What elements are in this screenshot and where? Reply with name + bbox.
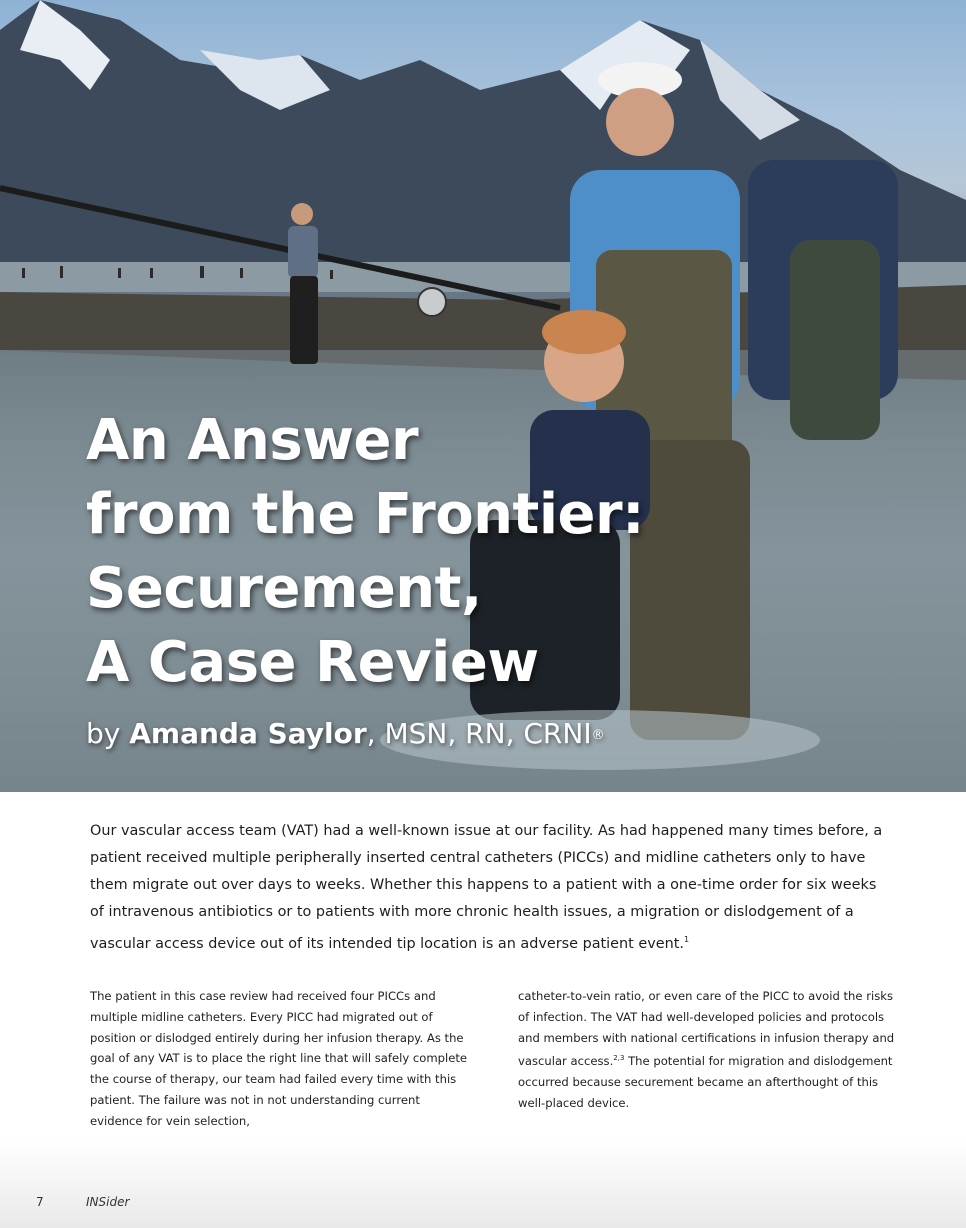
byline	[86, 716, 605, 752]
body-column-2	[518, 986, 898, 1114]
title-line-3: Securement,	[86, 556, 482, 621]
page-number: 7	[36, 1195, 44, 1209]
author-name: Amanda Saylor	[129, 717, 367, 750]
title-line-4: A Case Review	[86, 630, 539, 695]
byline-prefix: by	[86, 717, 121, 750]
registered-mark: ®	[591, 728, 605, 743]
col2-text-a: catheter-to-vein ratio, or even care of the PICC to avoid the risks of infection. The VAT had well-developed policies and protocols and members with national certifications in infusion therapy and vascular access.	[518, 989, 895, 1069]
author-credentials: , MSN, RN, CRNI	[366, 717, 592, 750]
lead-reference: 1	[683, 935, 690, 944]
col2-reference: 2,3	[613, 1054, 625, 1063]
title-line-2: from the Frontier:	[86, 482, 644, 547]
footer-band	[0, 1140, 966, 1228]
article-title	[86, 404, 644, 700]
lead-text: Our vascular access team (VAT) had a well-known issue at our facility. As had happened many times before, a patient received multiple peripherally inserted central catheters (PICCs) and midline catheters only to have them migrate out over days to weeks. Whether this happens to a patient with a one-time order for six weeks of intravenous antibiotics or to patients with more chronic health issues, a migration or dislodgement of a vascular access device out of its intended tip location is an adverse patient event.	[90, 823, 883, 952]
lead-paragraph	[90, 818, 890, 958]
col2-text-b: The potential for migration and dislodgement occurred because securement became an afterthought of this well-placed device.	[518, 1054, 893, 1110]
body-column-1: The patient in this case review had received four PICCs and multiple midline catheters. Every PICC had migrated out of position or dislodged entirely during her infusion therapy. As the goal of any VAT is to place the right line that will safely complete the course of therapy, our team had failed every time with this patient. The failure was not in not understanding current evidence for vein selection,	[90, 989, 468, 1128]
title-line-1: An Answer	[86, 408, 419, 473]
publication-name: INSider	[86, 1195, 130, 1209]
